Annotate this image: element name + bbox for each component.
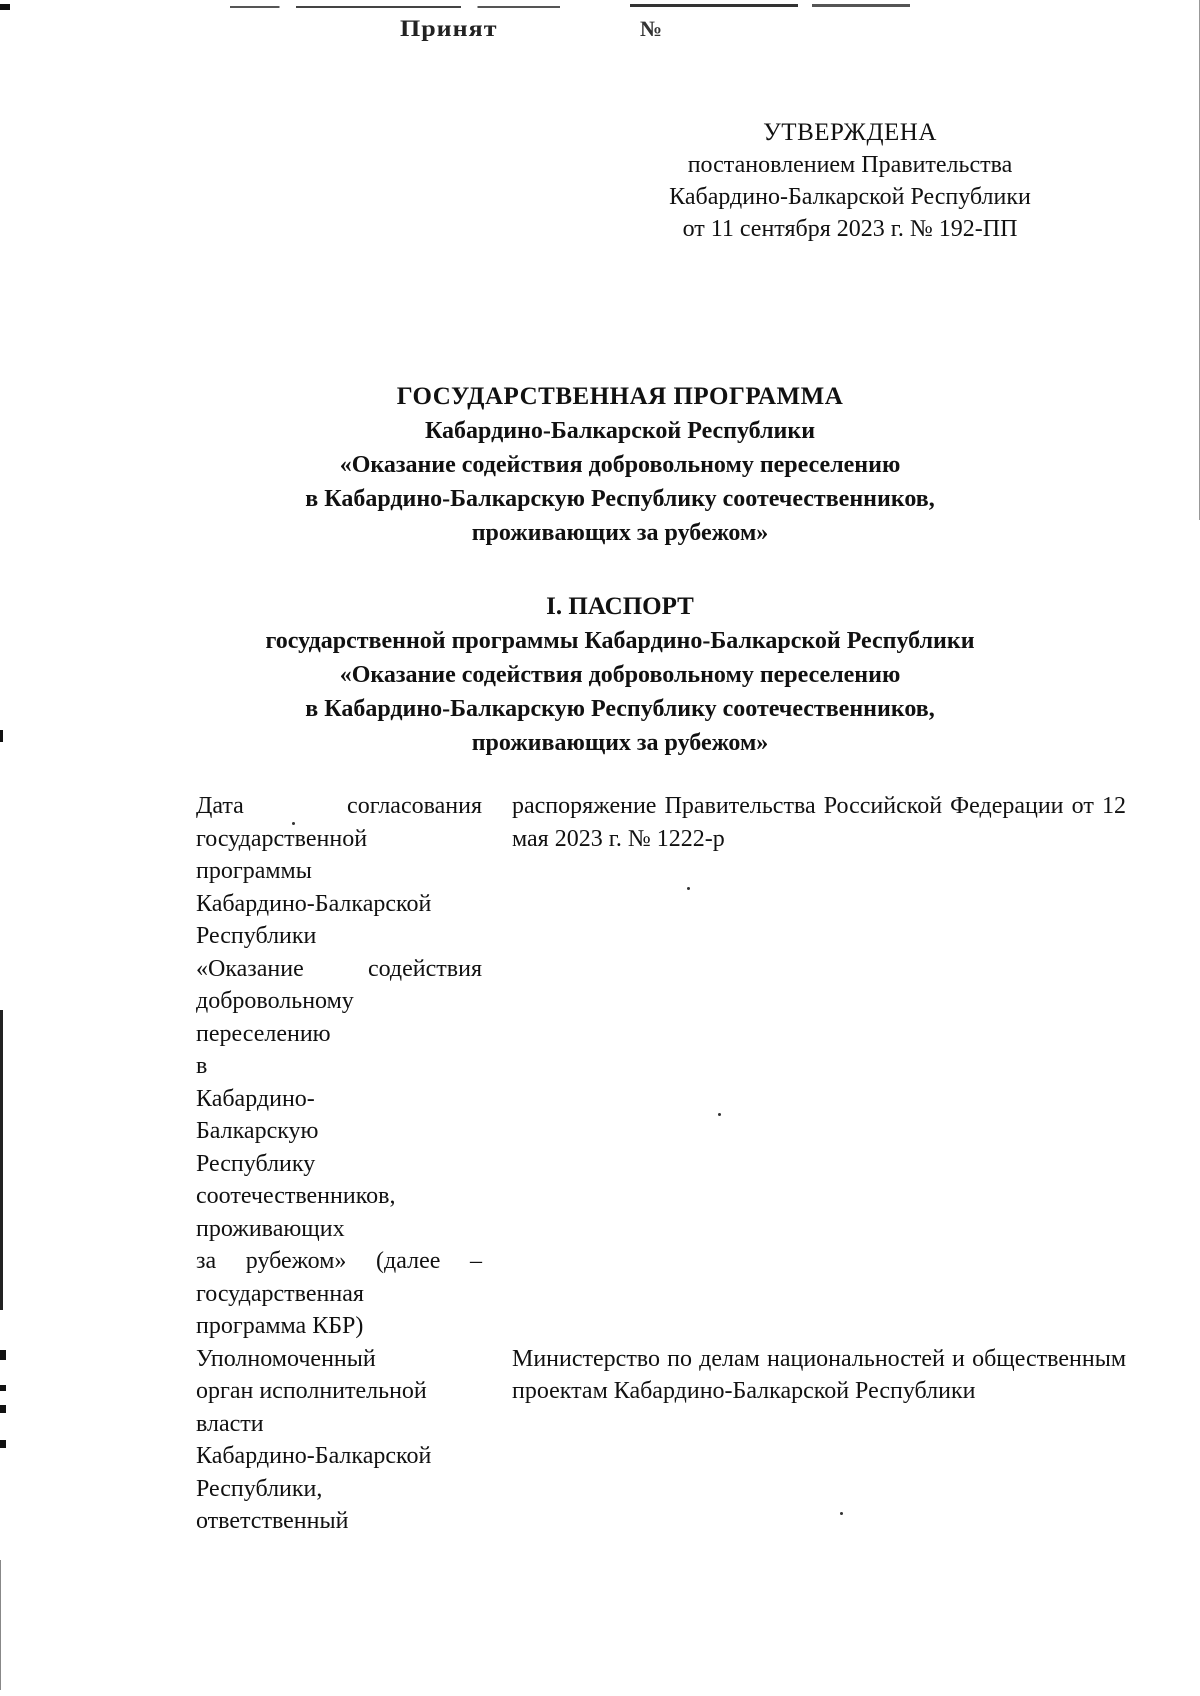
scan-margin-mark [0, 1405, 6, 1413]
scan-margin-mark [0, 1350, 6, 1360]
passport-title-line: проживающих за рубежом» [471, 730, 769, 756]
scan-margin-mark [0, 730, 3, 742]
approval-line: Кабардино-Балкарской Республики [669, 184, 1031, 210]
label-line: орган исполнительной [196, 1378, 427, 1404]
scan-speck [718, 1113, 721, 1116]
scan-line [630, 4, 910, 7]
label-line: за рубежом» (далее – [196, 1248, 482, 1274]
row-value: Министерство по делам национальностей и общественным проектам Кабардино-Балкарской Республики [512, 1345, 1126, 1404]
passport-title-line: в Кабардино-Балкарскую Республику соотечественников, [305, 696, 935, 722]
scan-margin-mark [0, 1560, 1, 1690]
scan-margin-mark [0, 1440, 6, 1448]
program-title-line: Кабардино-Балкарской Республики [424, 418, 816, 444]
label-line: Республику [196, 1150, 316, 1177]
program-title-line: в Кабардино-Балкарскую Республику соотечественников, [305, 486, 935, 512]
label-line: Балкарскую [196, 1118, 319, 1144]
registration-stamp-text: Принят [400, 15, 498, 42]
scan-speck [840, 1512, 843, 1515]
passport-table [196, 790, 1126, 1538]
row-label [196, 790, 482, 1343]
label-line: переселению [196, 1020, 331, 1047]
label-line: соотечественников, [196, 1183, 396, 1209]
scan-margin-mark [0, 1010, 3, 1310]
scan-speck [687, 887, 690, 890]
label-line: Республики [196, 923, 317, 949]
label-line: проживающих [196, 1215, 345, 1242]
passport-heading: I. ПАСПОРТ [546, 593, 694, 620]
approval-line: постановлением Правительства [687, 152, 1013, 178]
label-line: Кабардино-Балкарской [196, 890, 432, 917]
label-line: Дата согласования [196, 793, 482, 819]
label-line: государственной [196, 825, 368, 852]
registration-stamp-number: № [640, 16, 663, 41]
program-title-line: «Оказание содействия добровольному переселению [339, 452, 901, 478]
label-line: Уполномоченный [196, 1345, 376, 1372]
scan-margin-mark [0, 1385, 6, 1391]
label-line: «Оказание содействия [196, 955, 482, 982]
row-value: распоряжение Правительства Российской Федерации от 12 мая 2023 г. № 1222-р [512, 793, 1126, 852]
passport-title-line: «Оказание содействия добровольному переселению [339, 662, 901, 688]
scan-mark [0, 4, 10, 10]
label-line: Республики, [196, 1475, 323, 1502]
label-line: Кабардино- [196, 1085, 315, 1112]
approval-block [620, 117, 1080, 245]
label-line: Кабардино-Балкарской [196, 1443, 432, 1469]
scan-speck [292, 822, 295, 825]
label-line: государственная [196, 1280, 364, 1307]
program-heading: ГОСУДАРСТВЕННАЯ ПРОГРАММА [396, 383, 844, 410]
approval-title: УТВЕРЖДЕНА [763, 119, 937, 146]
passport-title-line: государственной программы Кабардино-Балкарской Республики [265, 628, 975, 654]
label-line: добровольному [196, 988, 354, 1014]
program-title-line: проживающих за рубежом» [471, 520, 769, 546]
label-line: программы [196, 858, 312, 884]
label-line: в [196, 1053, 208, 1079]
row-label [196, 1343, 482, 1538]
label-line: программа КБР) [196, 1313, 364, 1339]
passport-title-block [150, 590, 1090, 760]
scan-header-artifact [0, 0, 1200, 50]
passport-row-approval-date [196, 790, 1126, 1343]
passport-row-responsible-body [196, 1343, 1126, 1538]
program-title-block [150, 380, 1090, 550]
label-line: власти [196, 1410, 264, 1437]
approval-line: от 11 сентября 2023 г. № 192-ПП [682, 216, 1018, 242]
scan-line [230, 6, 560, 8]
label-line: ответственный [196, 1508, 349, 1534]
